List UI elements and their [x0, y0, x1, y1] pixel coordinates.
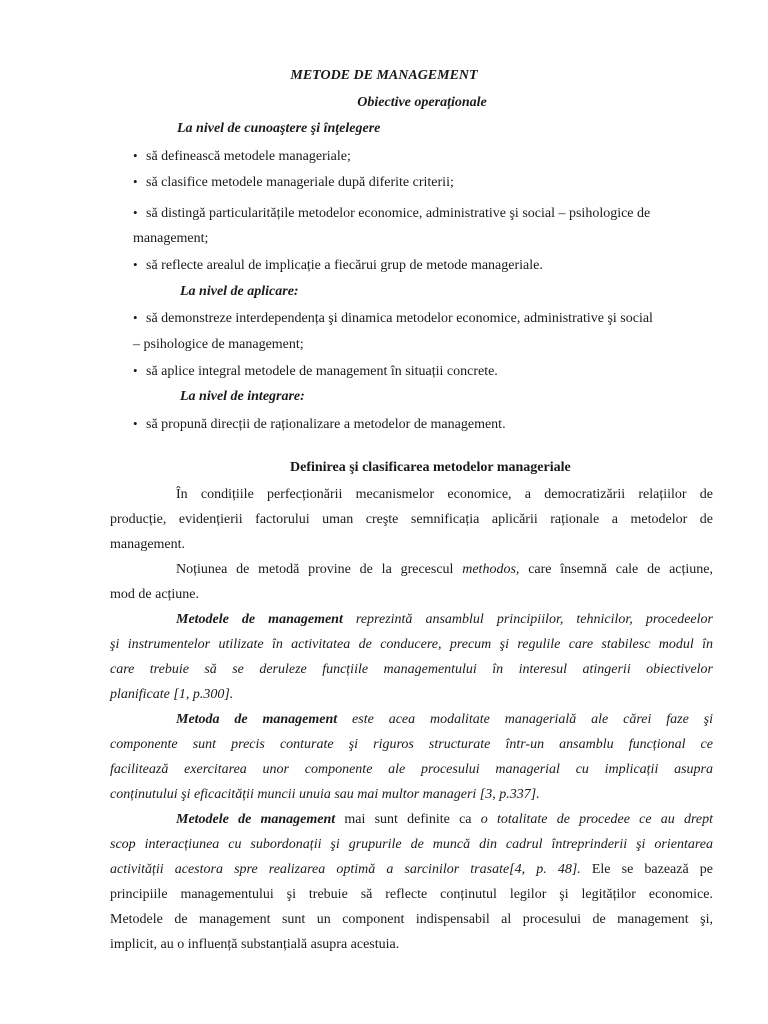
paragraph-line: care trebuie să se deruleze funcțiile managementului în interesul atingerii obiectivelor — [110, 662, 713, 677]
paragraph-line: şi instrumentelor utilizate în activitatea de conducere, precum şi regulile care stabilesc modul în — [110, 637, 713, 652]
paragraph-line: implicit, au o influență substanțială asupra acestuia. — [110, 937, 400, 952]
section-heading: Definirea şi clasificarea metodelor manageriale — [290, 460, 571, 475]
paragraph-line: producție, evidențierii factorului uman creşte semnificația aplicării raționale a metodelor de — [110, 512, 713, 527]
objective-item: • să propună direcții de raționalizare a metodelor de management. — [133, 415, 506, 434]
objective-item: • să definească metodele manageriale; — [133, 147, 351, 166]
paragraph-line: activității acestora spre realizarea optimă a sarcinilor trasate[4, p. 48]. Ele se bazează pe — [110, 862, 713, 877]
page-subtitle: Obiective operaționale — [357, 95, 487, 110]
paragraph-line: Metodele de management reprezintă ansamblul principiilor, tehnicilor, procedeelor — [176, 612, 713, 627]
paragraph-line: Metoda de management este acea modalitate managerială ale cărei faze şi — [176, 712, 714, 727]
paragraph-line: În condițiile perfecționării mecanismelor economice, a democratizării relațiilor de — [176, 487, 713, 502]
objective-item: • să distingă particularitățile metodelor economice, administrative şi social – psihologice de — [133, 204, 650, 223]
paragraph-line: Metodele de management mai sunt definite ca o totalitate de procedee ce au drept — [176, 812, 713, 827]
greek-term: methodos, — [462, 562, 520, 577]
paragraph-line: Noțiunea de metodă provine de la grecescul methodos, care însemnă cale de acțiune, — [176, 562, 713, 577]
objective-item: • să clasifice metodele manageriale după diferite criterii; — [133, 173, 454, 192]
objective-item: • să aplice integral metodele de management în situații concrete. — [133, 362, 498, 381]
objective-item-continuation: – psihologice de management; — [133, 337, 304, 352]
paragraph-line: componente sunt precis conturate şi riguros structurate într-un ansamblu funcțional ce — [110, 737, 713, 752]
objective-item-continuation: management; — [133, 231, 209, 246]
paragraph-line: planificate [1, p.300]. — [110, 687, 234, 702]
paragraph-line: Metodele de management sunt un component indispensabil al procesului de management şi, — [110, 912, 713, 927]
integration-heading: La nivel de integrare: — [180, 389, 305, 404]
application-heading: La nivel de aplicare: — [180, 284, 299, 299]
paragraph-line: principiile managementului şi trebuie să reflecte conținutul legilor şi legităților economice. — [110, 887, 713, 902]
paragraph-line: conținutului şi eficacității muncii unuia sau mai multor manageri [3, p.337]. — [110, 787, 540, 802]
term-bold: Metodele de management — [176, 612, 343, 627]
paragraph-line: management. — [110, 537, 186, 552]
knowledge-heading: La nivel de cunoaştere şi înţelegere — [177, 121, 381, 136]
paragraph-line: facilitează exercitarea unor componente ale procesului managerial cu implicații asupra — [110, 762, 713, 777]
paragraph-line: scop interacțiunea cu subordonații şi grupurile de muncă din cadrul întreprinderii şi orientarea — [110, 837, 713, 852]
objective-item: • să demonstreze interdependența şi dinamica metodelor economice, administrative şi social — [133, 309, 653, 328]
page-title: METODE DE MANAGEMENT — [290, 68, 478, 83]
term-bold: Metodele de management — [176, 812, 336, 827]
term-bold: Metoda de management — [176, 712, 338, 727]
paragraph-line: mod de acțiune. — [110, 587, 200, 602]
objective-item: • să reflecte arealul de implicație a fiecărui grup de metode manageriale. — [133, 256, 543, 275]
